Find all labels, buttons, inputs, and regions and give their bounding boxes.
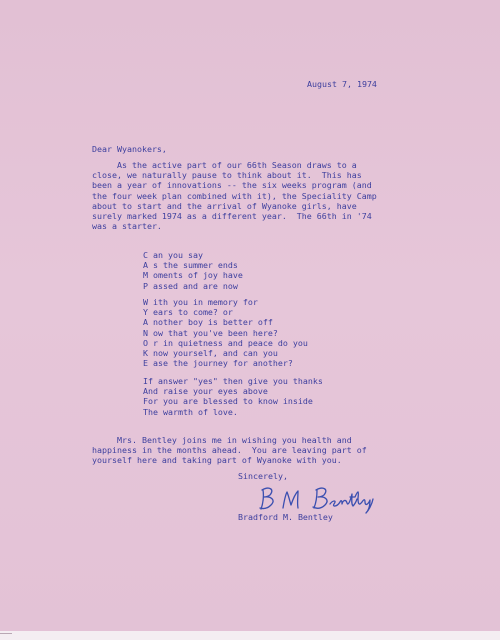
poem-line: And raise your eyes above <box>143 386 268 397</box>
closing-paragraph <box>92 435 367 466</box>
text-line: Mrs. Bentley joins me in wishing you health and <box>92 435 352 445</box>
closing: Sincerely, <box>238 471 288 481</box>
poem-line: M oments of joy have <box>143 270 243 281</box>
poem-line: N ow that you've been here? <box>143 327 278 338</box>
poem-line: W ith you in memory for <box>143 297 258 307</box>
poem-line: For you are blessed to know inside <box>143 396 313 407</box>
edge-mark <box>0 633 12 634</box>
text-line: about to start and the arrival of Wyanoke girls, have <box>92 200 357 211</box>
poem-line: K now yourself, and can you <box>143 348 278 359</box>
poem-stanza-3 <box>143 376 323 417</box>
handwritten-signature <box>255 480 395 514</box>
poem-line: If answer "yes" then give you thanks <box>143 376 323 386</box>
poem-line: E ase the journey for another? <box>143 358 293 369</box>
poem-stanza-2 <box>143 297 308 368</box>
text-line: the four week plan combined with it), the Speciality Camp <box>92 190 377 201</box>
text-line: happiness in the months ahead. You are leaving part of <box>92 445 367 456</box>
poem-line: C an you say <box>143 250 203 260</box>
text-line: surely marked 1974 as a different year. The 66th in '74 <box>92 211 372 222</box>
poem-line: O r in quietness and peace do you <box>143 337 308 348</box>
poem-line: A nother boy is better off <box>143 317 273 328</box>
poem-line: A s the summer ends <box>143 260 238 271</box>
signer-name: Bradford M. Bentley <box>238 512 333 522</box>
opening-paragraph <box>92 160 377 231</box>
text-line: yourself here and taking part of Wyanoke with you. <box>92 455 342 466</box>
poem-stanza-1 <box>143 250 243 291</box>
poem-line: P assed and are now <box>143 280 238 291</box>
text-line: been a year of innovations -- the six weeks program (and <box>92 180 372 191</box>
text-line: close, we naturally pause to think about it. This has <box>92 170 362 181</box>
letter-date: August 7, 1974 <box>307 79 377 89</box>
text-line: As the active part of our 66th Season draws to a <box>92 160 357 170</box>
poem-line: Y ears to come? or <box>143 307 233 318</box>
text-line: was a starter. <box>92 221 162 232</box>
page-bottom-edge <box>0 631 500 640</box>
poem-line: The warmth of love. <box>143 406 238 417</box>
salutation: Dear Wyanokers, <box>92 144 167 154</box>
